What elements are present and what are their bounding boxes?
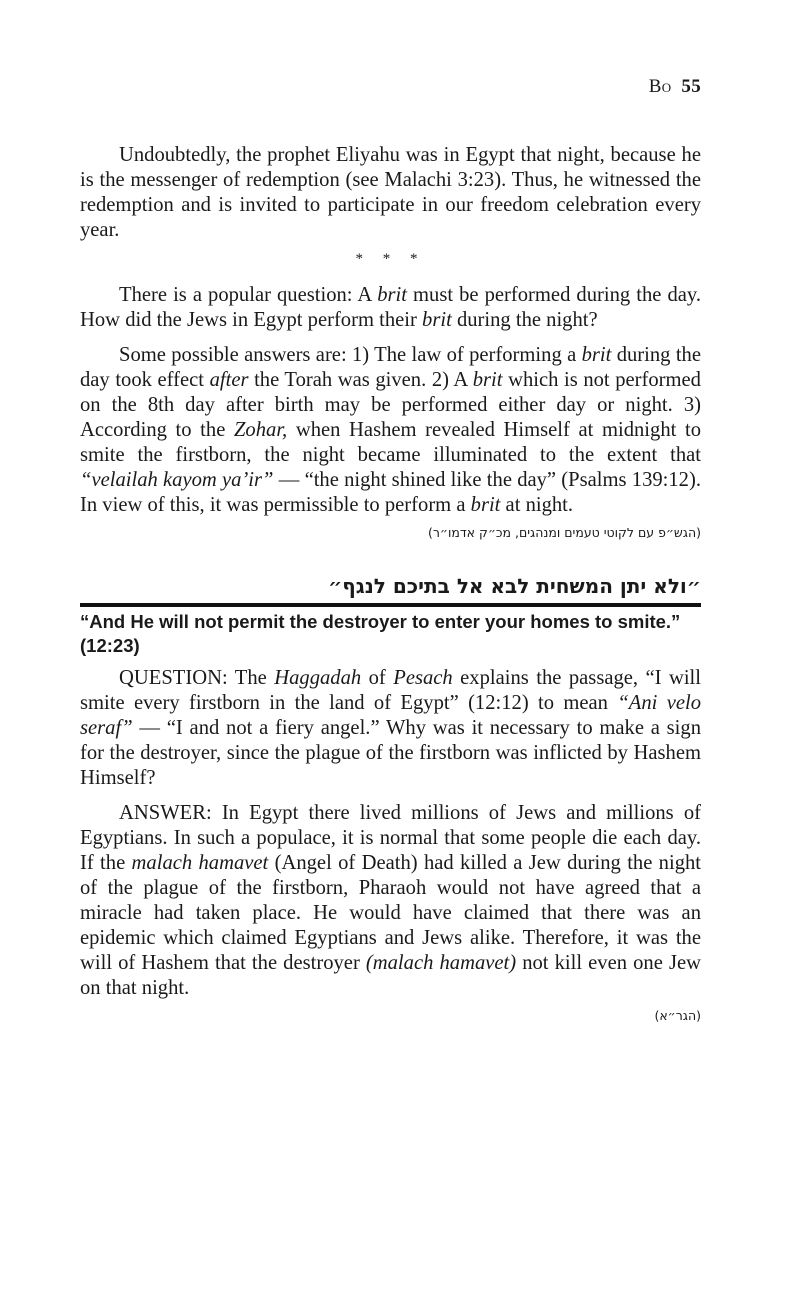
text-run: of xyxy=(361,667,394,689)
paragraph-question xyxy=(80,666,701,791)
italic-term: brit xyxy=(377,284,407,306)
page-number: 55 xyxy=(681,76,701,97)
text-run: must be performed during the day. How did the Jews in Egypt perform their xyxy=(80,284,701,331)
text-run: the Torah was given. 2) A xyxy=(248,369,473,391)
paragraph-brit-question xyxy=(80,283,701,333)
text-run: during the day took effect xyxy=(80,344,701,391)
text-run: ANSWER: In Egypt there lived millions of Jews and millions of Egyptians. In such a populace, it is normal that some people die each day. If the xyxy=(80,802,701,874)
italic-term: Zohar, xyxy=(233,419,288,441)
text-run: when Hashem revealed Himself at midnight to smite the firstborn, the night became illuminated to the extent that xyxy=(80,419,701,466)
text-run: not kill even one Jew on that night. xyxy=(80,952,701,999)
source-citation: (הגר״א) xyxy=(654,1008,701,1023)
italic-term: Haggadah xyxy=(274,667,362,689)
english-verse-heading: “And He will not permit the destroyer to enter your homes to smite.” (12:23) xyxy=(80,611,681,656)
italic-term: brit xyxy=(470,494,501,516)
italic-term: brit xyxy=(422,309,452,331)
italic-term: Pesach xyxy=(393,667,453,689)
italic-quote: “Ani velo seraf” xyxy=(80,692,701,739)
text-run: QUESTION: The xyxy=(119,667,275,689)
book-title: Bo xyxy=(648,76,672,97)
text-run: — “the night shined like the day” (Psalms 139:12). In view of this, it was permissible to perform a xyxy=(80,469,701,516)
italic-term: after xyxy=(209,369,249,391)
text-run: which is not performed on the 8th day after birth may be performed either day or night. 3) According to the xyxy=(80,369,701,441)
italic-term: (malach hamavet) xyxy=(365,952,517,974)
text-run: There is a popular question: A xyxy=(119,284,378,306)
paragraph-brit-answers xyxy=(80,343,701,518)
source-citation: (הגש״פ עם לקוטי טעמים ומנהגים, מכ״ק אדמו״ר) xyxy=(427,525,701,540)
hebrew-verse-heading: ״ולא יתן המשחית לבא אל בתיכם לנגף״ xyxy=(80,573,701,607)
text-run: at night. xyxy=(500,494,574,516)
italic-term: brit xyxy=(581,344,612,366)
page-body xyxy=(80,143,701,1025)
text-run: (Angel of Death) had killed a Jew during the night of the plague of the firstborn, Pharaoh would not have agreed that a miracle had taken place. He would have claimed that there was an epidemic which claimed Egyptians and Jews alike. Therefore, it was the will of Hashem that the destroyer xyxy=(80,852,702,974)
text-run: Some possible answers are: 1) The law of performing a xyxy=(119,344,582,366)
italic-term: brit xyxy=(472,369,503,391)
italic-quote: “velailah kayom ya’ir” xyxy=(80,469,274,491)
paragraph-eliyahu: Undoubtedly, the prophet Eliyahu was in Egypt that night, because he is the messenger of redemption (see Malachi 3:23). Thus, he witnessed the redemption and is invited to participate in our freedom celebration every year. xyxy=(80,144,701,241)
section-separator: * * * xyxy=(355,251,426,267)
running-head xyxy=(649,76,701,98)
italic-term: malach hamavet xyxy=(131,852,269,874)
text-run: during the night? xyxy=(451,309,598,331)
text-run: — “I and not a fiery angel.” Why was it necessary to make a sign for the destroyer, since the plague of the firstborn was inflicted by Hashem Himself? xyxy=(80,717,701,789)
text-run: explains the passage, “I will smite every firstborn in the land of Egypt” (12:12) to mean xyxy=(80,667,701,714)
paragraph-answer xyxy=(80,801,701,1001)
